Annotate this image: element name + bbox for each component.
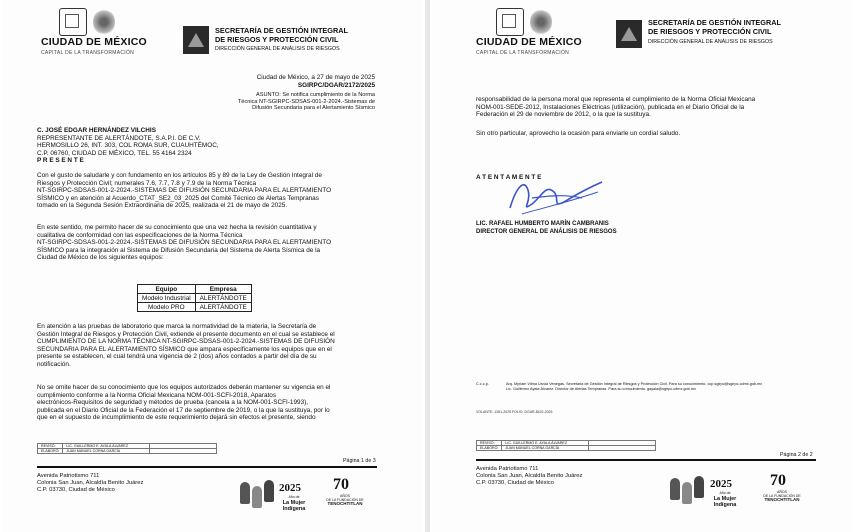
mujer-indigena-label: Año de La Mujer Indígena: [713, 491, 737, 508]
footer-divider: [37, 466, 377, 468]
footer-address: Avenida Patriotismo 711 Colonia San Juan, Alcaldía Benito Juárez C.P. 03730, Ciudad de México: [476, 466, 583, 486]
signer-title: DIRECTOR GENERAL DE ANÁLISIS DE RIESGOS: [476, 229, 617, 235]
table-header-row: [138, 285, 252, 294]
letter-date: Ciudad de México, a 27 de mayo de 2025: [256, 74, 375, 81]
equipment-table: [137, 284, 252, 312]
coat-of-arms-icon: [59, 8, 87, 36]
flower-emblem-icon: [93, 8, 115, 36]
ccp-label: C.c.c.p.: [476, 382, 489, 386]
figure-icon: [682, 482, 692, 504]
year-2025: 2025: [279, 482, 301, 494]
year-2025: 2025: [710, 478, 732, 490]
table-row: ELABORÓ: JUAN MANUEL CORNA GARCÍA: [477, 446, 656, 451]
secretariat-logo-icon: [183, 26, 209, 54]
secretariat-logo-icon: [616, 20, 642, 48]
secretariat-name: SECRETARÍA DE GESTIÓN INTEGRAL DE RIESGOS Y PROTECCIÓN CIVIL: [215, 26, 348, 44]
city-tagline: CAPITAL DE LA TRANSFORMACIÓN: [476, 50, 570, 56]
table-row: REVISÓ: LIC. GUILLERMO E. AYALA ÁLVAREZ: [477, 441, 656, 446]
footer-address: Avenida Patriotismo 711 Colonia San Juan, Alcaldía Benito Juárez C.P. 03730, Ciudad de México: [37, 473, 144, 493]
atentamente: A T E N T A M E N T E: [476, 174, 542, 181]
table-row: [138, 294, 252, 303]
seventy-anniversary: 70: [770, 472, 786, 489]
footer-divider: [476, 459, 816, 461]
table-header-cell: Equipo: [138, 285, 196, 294]
figure-icon: [264, 480, 274, 502]
table-cell: ALERTÁNDOTE: [195, 294, 251, 303]
document-page-1: [3, 0, 423, 532]
closing-line: Sin otro particular, aprovecho la ocasión para enviarle un cordial saludo.: [476, 130, 681, 137]
signer-name: LIC. RAFAEL HUMBERTO MARÍN CAMBRANIS: [476, 221, 609, 227]
review-table: [37, 443, 217, 454]
paragraph-1: Con el gusto de saludarle y con fundamento en los artículos 85 y 89 de la Ley de Gestión Integral de Riesgos y Protección Civil; numerales 7.6, 7.7, 7.8 y 7.9 de la Norma Técnica NT-SGIRPC-SDSAS-001-2-2024.-SISTEMAS DE DIFUSIÓN SECUNDARIA PARA EL ALERTAMIENTO SÍSMICO y en atención al Acuerdo_CTAT_SE2_03_2025 del Comité Técnico de Alertas Tempranas tomado en la Segunda Sesión Extraordinaria de 2025, realizada el 21 de mayo de 2025.: [37, 172, 332, 210]
coat-of-arms-icon: [496, 8, 524, 36]
table-row: [138, 303, 252, 312]
review-table: [476, 440, 656, 451]
page-number: Página 2 de 2: [780, 452, 813, 458]
direction-name: DIRECCIÓN GENERAL DE ANÁLISIS DE RIESGOS: [648, 39, 773, 45]
page-number: Página 1 de 3: [343, 458, 376, 464]
ccp-list: Arq. Myriam Vilma Urzúa Venegas. Secretaria de Gestión Integral de Riesgos y Protección Civil. Para su conocimiento. ccp.sgirpc@sgirpc.cdmx.gob.mx Lic. Guillermo Ayala Álvarez. Director de Alertas Tempranas. Para su conocimiento. gayala@sgirpc.cdmx.gob.mx: [506, 382, 763, 391]
letter-subject: ASUNTO: Se notifica cumplimiento de la Norma Técnica NT-SGIRPC-SDSAS-001-2-2024.-Sistemas de Difusión Secundaria para el Alertamiento Sísmico: [237, 92, 375, 112]
figure-icon: [240, 482, 250, 504]
paragraph-3: En atención a las pruebas de laboratorio que marca la normatividad de la materia, la Secretaría de Gestión Integral de Riesgos y Protección Civil, extiende el presente documento en el cual se establece el CUMPLIMIENTO DE LA NORMA TÉCNICA NT-SGIRPC-SDSAS-001-2-2024.-SISTEMAS DE DIFUSIÓN SECUNDARIA PARA EL ALERTAMIENTO SÍSMICO que ampara específicamente los equipos que en el presente se establecen, el cual tendrá una vigencia de 2 (dos) años contados a partir del día de su notificación.: [37, 323, 335, 368]
reference-number: SGIRPC/DGAR/2172/2025: [297, 82, 375, 89]
table-cell: Modelo PRO: [138, 303, 196, 312]
table-row: REVISÓ: LIC. GUILLERMO E. AYALA ÁLVAREZ: [38, 444, 217, 449]
tenochtitlan-label: AÑOS DE LA FUNDACIÓN DE TENOCHTITLAN: [763, 490, 801, 502]
table-row: ELABORÓ: JUAN MANUEL CORNA GARCÍA: [38, 449, 217, 454]
city-tagline: CAPITAL DE LA TRANSFORMACIÓN: [41, 50, 135, 56]
paragraph-2: En este sentido, me permito hacer de su conocimiento que una vez hecha la revisión cuantitativa y cualitativa de conformidad con las especificaciones de la Norma Técnica NT-SGIRPC-SDSAS-001-2-2024.-SISTEMAS DE DIFUSIÓN SECUNDARIA PARA EL ALERTAMIENTO SÍSMICO para la integración al Sistema de Difusión Secundaria del Sistema de Alerta Sísmica de la Ciudad de México de los siguientes equipos:: [37, 224, 332, 262]
secretariat-name: SECRETARÍA DE GESTIÓN INTEGRAL DE RIESGOS Y PROTECCIÓN CIVIL: [648, 18, 781, 36]
figure-icon: [694, 476, 704, 498]
figure-icon: [670, 478, 680, 500]
table-cell: ALERTÁNDOTE: [195, 303, 251, 312]
direction-name: DIRECCIÓN GENERAL DE ANÁLISIS DE RIESGOS: [215, 46, 340, 52]
volante-folio: VOLANTE: 1261-2025 FOLIO: DGAR-8422-2025: [476, 410, 553, 414]
table-cell: Modelo Industrial: [138, 294, 196, 303]
figure-icon: [252, 486, 262, 508]
flower-emblem-icon: [530, 8, 552, 36]
city-name: CIUDAD DE MÉXICO: [476, 36, 582, 48]
paragraph-continuation: responsabilidad de la persona moral que representa el cumplimiento de la Norma Oficial Mexicana NOM-001-SEDE-2012, Instalaciones Eléctricas (utilización), publicada en el Diario Oficial de la Federación el 29 de noviembre de 2012, o la que la sustituya.: [476, 96, 756, 119]
recipient-block: C. JOSÉ EDGAR HERNÁNDEZ VILCHIS REPRESENTANTE DE ALERTÁNDOTE, S.A.P.I. DE C.V. HERMOSILLO 26, INT. 303, COL ROMA SUR, CUAUHTÉMOC, C.P. 06760, CIUDAD DE MÉXICO, TEL. 55 4164 2324 P R E S E N T E: [37, 127, 219, 165]
mujer-indigena-label: Año de La Mujer Indígena: [282, 495, 306, 512]
seventy-anniversary: 70: [333, 476, 349, 493]
city-name: CIUDAD DE MÉXICO: [41, 36, 147, 48]
paragraph-4: No se omite hacer de su conocimiento que los equipos autorizados deberán mantener su vigencia en el cumplimiento conforme a la Norma Oficial Mexicana NOM-001-SCFI-2018, Aparatos electrónicos-Requisitos de seguridad y métodos de prueba (cancela a la NOM-001-SCFI-1993), publicada en el Diario Oficial de la Federación el 17 de septiembre de 2019, o la que la sustituya, por lo que en el supuesto de incumplimiento de este requerimiento dejará sin efectos el presente, siendo: [37, 384, 331, 422]
table-header-cell: Empresa: [195, 285, 251, 294]
tenochtitlan-label: AÑOS DE LA FUNDACIÓN DE TENOCHTITLAN: [326, 494, 364, 506]
document-page-2: [432, 0, 852, 532]
page-gutter: [425, 0, 430, 532]
signature: [502, 168, 612, 220]
